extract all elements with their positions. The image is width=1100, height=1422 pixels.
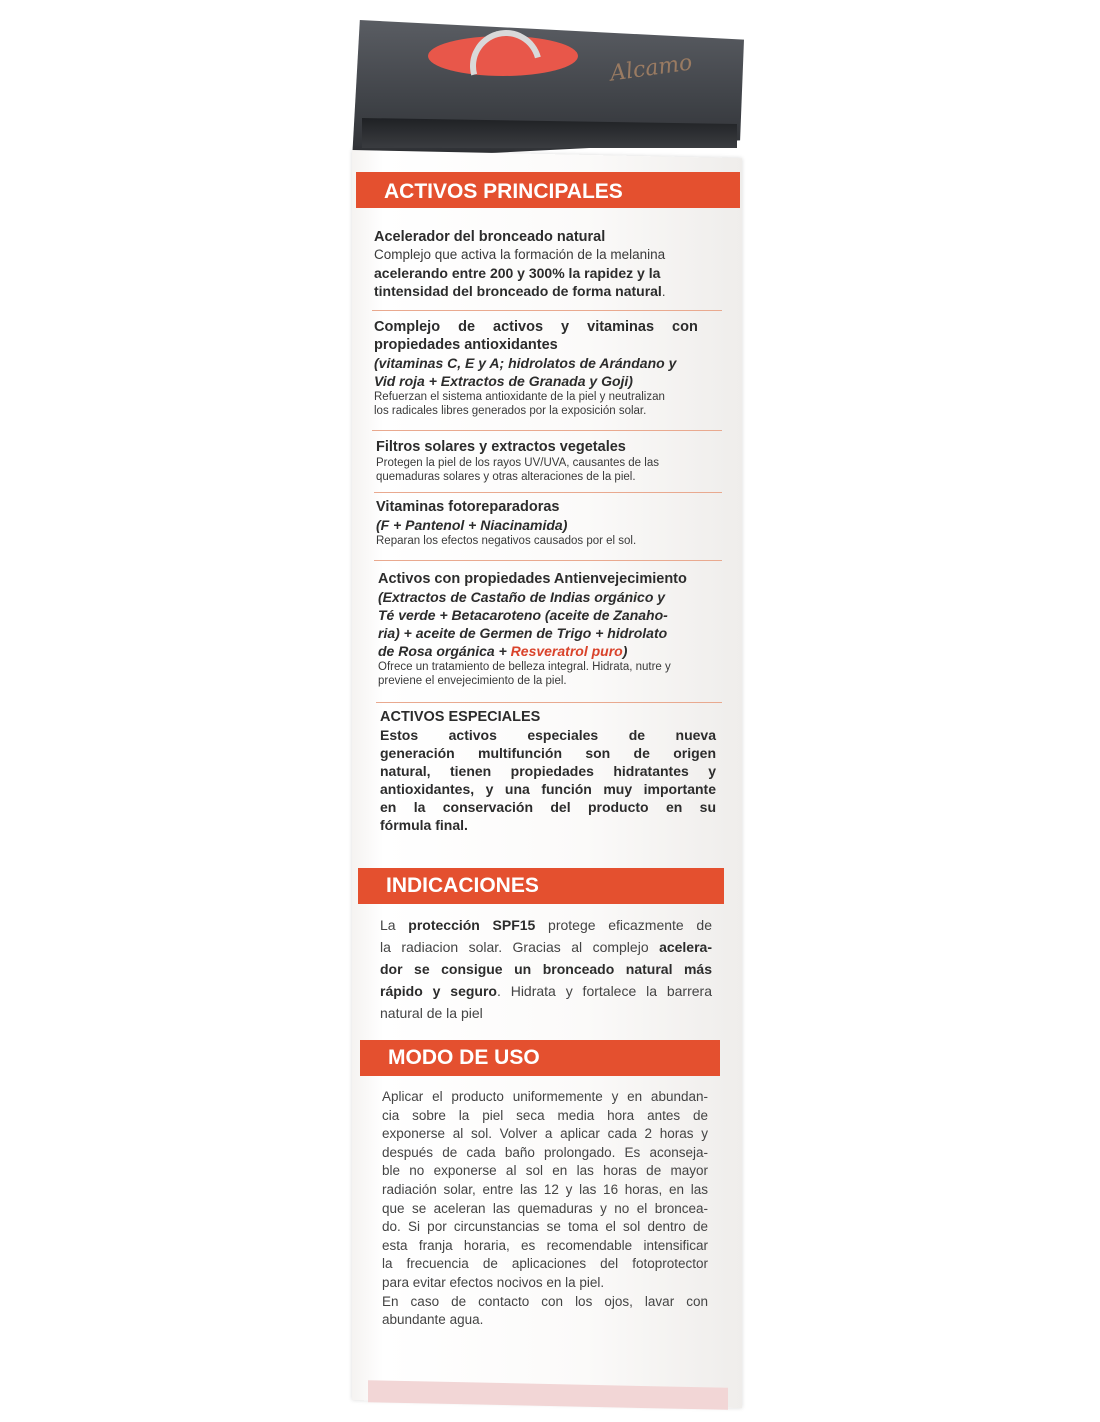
item-title: Acelerador del bronceado natural bbox=[374, 229, 606, 245]
item-small: los radicales libres generados por la exposición solar. bbox=[374, 405, 647, 417]
item-italic: Vid roja + Extractos de Granada y Goji) bbox=[374, 373, 633, 389]
item-small: Ofrece un tratamiento de belleza integral. Hidrata, nutre y bbox=[378, 661, 671, 673]
brand-script: Alcamo bbox=[608, 50, 694, 87]
item-title: Vitaminas fotoreparadoras bbox=[376, 499, 560, 515]
activos-header: ACTIVOS PRINCIPALES bbox=[356, 172, 740, 208]
divider bbox=[372, 310, 722, 311]
item-title: propiedades antioxidantes bbox=[374, 337, 558, 353]
item-italic: (vitaminas C, E y A; hidrolatos de Arándano y bbox=[374, 355, 677, 371]
item-small: Reparan los efectos negativos causados por el sol. bbox=[376, 535, 637, 547]
item-title: Activos con propiedades Antienvejecimiento bbox=[378, 571, 687, 587]
item-title: Filtros solares y extractos vegetales bbox=[376, 439, 626, 455]
indicaciones-header: INDICACIONES bbox=[358, 868, 724, 904]
item-complejo-activos bbox=[374, 318, 726, 418]
divider bbox=[374, 492, 722, 493]
item-italic: de Rosa orgánica + Resveratrol puro) bbox=[378, 643, 628, 659]
item-text: Complejo que activa la formación de la melanina bbox=[374, 247, 666, 262]
modo-uso-header: MODO DE USO bbox=[360, 1040, 720, 1076]
item-vitaminas-foto bbox=[376, 498, 726, 548]
item-text-bold: acelerando entre 200 y 300% la rapidez y la bbox=[374, 265, 661, 281]
item-title: ACTIVOS ESPECIALES bbox=[380, 709, 541, 725]
indicaciones-text: La protección SPF15 protege eficazmente de la radiacion solar. Gracias al complejo acelera- dor se consigue un bronceado natural más rápido y seguro. Hidrata y fortalece la barrera natural de la piel bbox=[380, 917, 712, 1021]
divider bbox=[374, 560, 722, 561]
item-filtros-solares bbox=[376, 438, 726, 484]
divider bbox=[376, 702, 722, 703]
item-small: quemaduras solares y otras alteraciones de la piel. bbox=[376, 471, 636, 483]
item-small: Protegen la piel de los rayos UV/UVA, causantes de las bbox=[376, 457, 659, 469]
item-italic: (F + Pantenol + Niacinamida) bbox=[376, 517, 568, 533]
item-italic: (Extractos de Castaño de Indias orgánico y bbox=[378, 589, 666, 605]
item-text-bold: tintensidad del bronceado de forma natural bbox=[374, 283, 662, 299]
item-title: Complejo de activos y vitaminas con bbox=[374, 319, 698, 335]
item-acelerador: Acelerador del bronceado natural Complejo que activa la formación de la melanina acelerando entre 200 y 300% la rapidez y la tintensidad del bronceado de forma natural. bbox=[374, 228, 726, 301]
item-activos-especiales: ACTIVOS ESPECIALES Estos activos especiales de nueva generación multifunción son de origen natural, tienen propiedades hidratantes y antioxidantes, y una función muy importante en la conservación del producto en su fórmula final. bbox=[380, 709, 716, 833]
modo-uso-text: Aplicar el producto uniformemente y en abundan- cia sobre la piel seca media hora antes de exponerse al sol. Volver a aplicar cada 2 horas y después de cada baño prolongado. Es aconseja- ble no exponerse al sol en las horas de mayor radiación solar, entre las 12 y las 16 horas, en las que se aceleran las quemaduras y no el broncea- do. Si por circunstancias se toma el sol dentro de esta franja horaria, es recomendable intensificar la frecuencia de aplicaciones del fotoprotector para evitar efectos nocivos en la piel. En caso de contacto con los ojos, lavar con abundante agua. bbox=[382, 1089, 708, 1328]
item-small: previene el envejecimiento de la piel. bbox=[378, 675, 567, 687]
item-italic: ria) + aceite de Germen de Trigo + hidrolato bbox=[378, 625, 668, 641]
item-italic: Té verde + Betacaroteno (aceite de Zanaho- bbox=[378, 607, 668, 623]
item-antienvejecimiento bbox=[378, 570, 728, 688]
divider bbox=[372, 430, 722, 431]
item-small: Refuerzan el sistema antioxidante de la piel y neutralizan bbox=[374, 391, 665, 403]
resveratrol-highlight: Resveratrol puro bbox=[510, 643, 623, 659]
